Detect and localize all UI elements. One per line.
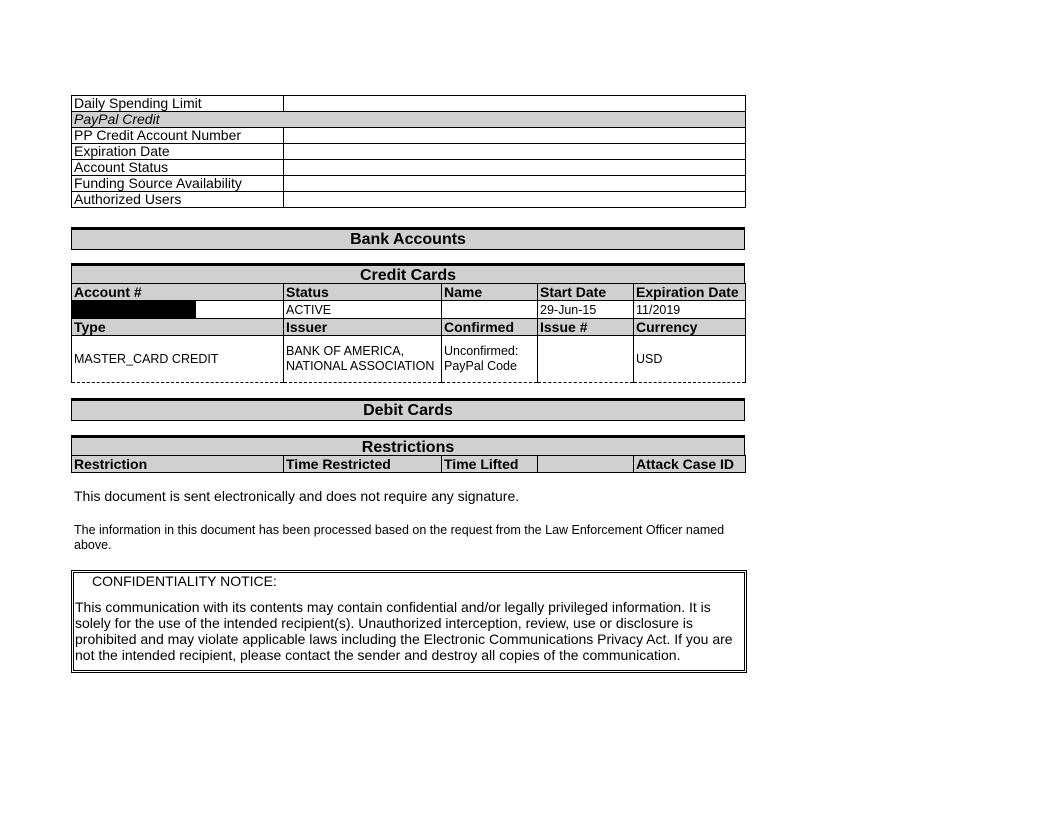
confidentiality-box [71,570,747,673]
issue-number-cell [538,336,634,383]
signature-note: This document is sent electronically and does not require any signature. [74,488,520,504]
col-header-account: Account # [72,284,284,301]
section-row-paypal-credit [72,112,746,128]
row-label: Account Status [72,160,284,176]
col-header-expiration-date: Expiration Date [634,284,746,301]
row-value [284,160,746,176]
redaction-block [72,301,197,318]
col-header-currency: Currency [634,319,746,336]
row-value [284,176,746,192]
table-row [72,144,746,160]
credit-cards-table [71,283,746,383]
col-header-start-date: Start Date [538,284,634,301]
table-row [72,336,746,383]
confidentiality-title: CONFIDENTIALITY NOTICE: [92,573,277,589]
row-value [284,128,746,144]
col-header-attack-case-id: Attack Case ID [634,456,746,473]
confidentiality-body: This communication with its contents may contain confidential and/or legally privileged information. It is solely for the use of the intended recipient(s). Unauthorized interception, review, use or disclosure is prohibited and may violate applicable laws including the Electronic Communications Privacy Act. If you are not the intended recipient, please contact the sender and destroy all copies of the communication. [75,599,733,663]
row-label: Authorized Users [72,192,284,208]
status-cell: ACTIVE [284,301,442,319]
col-header-issuer: Issuer [284,319,442,336]
row-label: Expiration Date [72,144,284,160]
issuer-cell: BANK OF AMERICA, NATIONAL ASSOCIATION [284,336,442,383]
credit-cards-header: Credit Cards [71,263,745,286]
restrictions-header: Restrictions [71,435,745,458]
col-header-issue-number: Issue # [538,319,634,336]
processed-note: The information in this document has been processed based on the request from the Law Enforcement Officer named above. [74,523,725,552]
row-value [284,96,746,112]
col-header-blank [538,456,634,473]
account-number-cell [72,301,284,319]
name-cell [442,301,538,319]
table-row [72,301,746,319]
row-label: Daily Spending Limit [72,96,284,112]
account-details-table [71,95,746,208]
confirmed-cell: Unconfirmed: PayPal Code [442,336,538,383]
section-label: PayPal Credit [72,112,746,128]
row-label: PP Credit Account Number [72,128,284,144]
bank-accounts-header: Bank Accounts [71,227,745,250]
expiration-date-cell: 11/2019 [634,301,746,319]
col-header-confirmed: Confirmed [442,319,538,336]
table-row [72,176,746,192]
col-header-status: Status [284,284,442,301]
type-cell: MASTER_CARD CREDIT [72,336,284,383]
restrictions-table [71,455,746,473]
row-value [284,144,746,160]
table-header-row [72,284,746,301]
row-label: Funding Source Availability [72,176,284,192]
table-row [72,192,746,208]
row-value [284,192,746,208]
table-row [72,160,746,176]
col-header-time-lifted: Time Lifted [442,456,538,473]
start-date-cell: 29-Jun-15 [538,301,634,319]
table-row [72,128,746,144]
table-header-row [72,319,746,336]
table-row [72,96,746,112]
col-header-type: Type [72,319,284,336]
debit-cards-header: Debit Cards [71,398,745,421]
col-header-time-restricted: Time Restricted [284,456,442,473]
col-header-name: Name [442,284,538,301]
table-header-row [72,456,746,473]
col-header-restriction: Restriction [72,456,284,473]
currency-cell: USD [634,336,746,383]
